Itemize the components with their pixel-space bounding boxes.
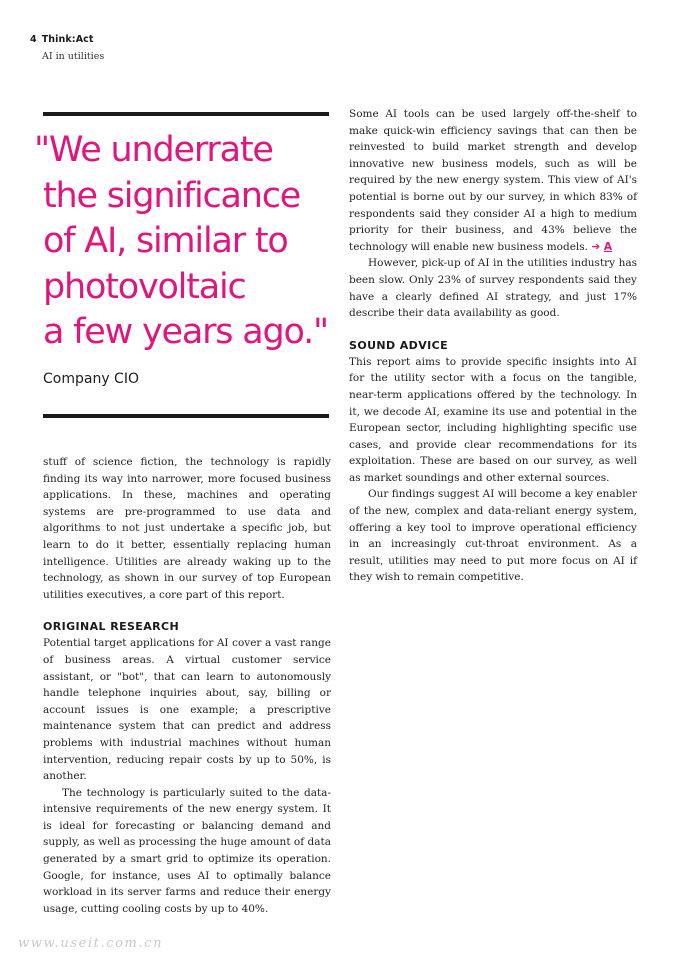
paragraph-text: Some AI tools can be used largely off-the-shelf to make quick-win efficiency savings that can then be reinvested to build market strength and develop innovative new business models, such as will be required by the new energy system. This view of AI's potential is borne out by our survey, in which 83% of respondents said they consider AI a high to medium priority for their business, and 43% believe the technology will enable new business models. bbox=[349, 108, 637, 253]
pull-quote-line: of AI, similar to bbox=[43, 221, 288, 261]
pull-quote bbox=[34, 128, 334, 356]
body-paragraph: Our findings suggest AI will become a key enabler of the new, complex and data-reliant energy system, offering a key tool to improve operational efficiency in an increasingly cut-throat environment. As a result, utilities may need to put more focus on AI if they wish to remain competitive. bbox=[349, 488, 637, 584]
figure-reference-letter: A bbox=[603, 240, 612, 253]
body-paragraph: However, pick-up of AI in the utilities industry has been slow. Only 23% of survey respondents said they have a clearly defined AI strategy, and just 17% describe their data availability as good. bbox=[349, 257, 637, 320]
body-paragraph: This report aims to provide specific insights into AI for the utility sector with a focus on the tangible, near-term applications offered by the technology. In it, we decode AI, examine its use and potential in the European sector, including highlighting specific use cases, and provide clear recommendations for its exploitation. These are based on our survey, as well as market soundings and other external sources. bbox=[349, 355, 637, 484]
figure-reference-link[interactable] bbox=[591, 241, 612, 253]
arrow-right-icon: ➔ bbox=[591, 240, 601, 253]
pull-quote-line: a few years ago." bbox=[43, 312, 328, 352]
intro-paragraph: stuff of science fiction, the technology is rapidly finding its way into narrower, more focused business applications. In these, machines and operating systems are pre-programmed to use data and algorithms to not just undertake a specific job, but learn to do it better, essentially replacing human intelligence. Utilities are already waking up to the technology, as shown in our survey of top European utilities executives, a core part of this report. bbox=[43, 456, 331, 601]
quote-attribution: Company CIO bbox=[43, 371, 139, 387]
right-column bbox=[349, 106, 637, 586]
brand-name: Think:Act bbox=[41, 34, 94, 45]
section-heading-original-research: ORIGINAL RESEARCH bbox=[43, 620, 180, 634]
pull-quote-line: "We underrate bbox=[34, 130, 273, 170]
body-paragraph bbox=[349, 106, 637, 255]
section-heading-sound-advice: SOUND ADVICE bbox=[349, 338, 449, 352]
quote-bottom-rule bbox=[43, 414, 329, 418]
page-number: 4 bbox=[30, 34, 37, 45]
quote-top-rule bbox=[43, 112, 329, 116]
header-brand-line bbox=[30, 34, 104, 45]
left-column bbox=[43, 454, 331, 917]
body-paragraph: Potential target applications for AI cover a vast range of business areas. A virtual customer service assistant, or "bot", that can learn to autonomously handle telephone inquiries about, say, billing or account issues is one example; a prescriptive maintenance system that can predict and address problems with industrial machines without human intervention, reducing repair costs by up to 50%, is another. bbox=[43, 637, 331, 783]
pull-quote-line: the significance bbox=[43, 175, 301, 216]
section-subtitle: AI in utilities bbox=[42, 51, 105, 62]
pull-quote-line: photovoltaic bbox=[43, 266, 246, 307]
body-paragraph: The technology is particularly suited to the data-intensive requirements of the new energy system. It is ideal for forecasting or balancing demand and supply, as well as processing the huge amount of data generated by a smart grid to optimize its operation. Google, for instance, uses AI to optimally balance workload in its server farms and reduce their energy usage, cutting cooling costs by up to 40%. bbox=[43, 786, 331, 915]
watermark: www.useit.com.cn bbox=[18, 936, 164, 951]
page-header bbox=[30, 34, 104, 62]
